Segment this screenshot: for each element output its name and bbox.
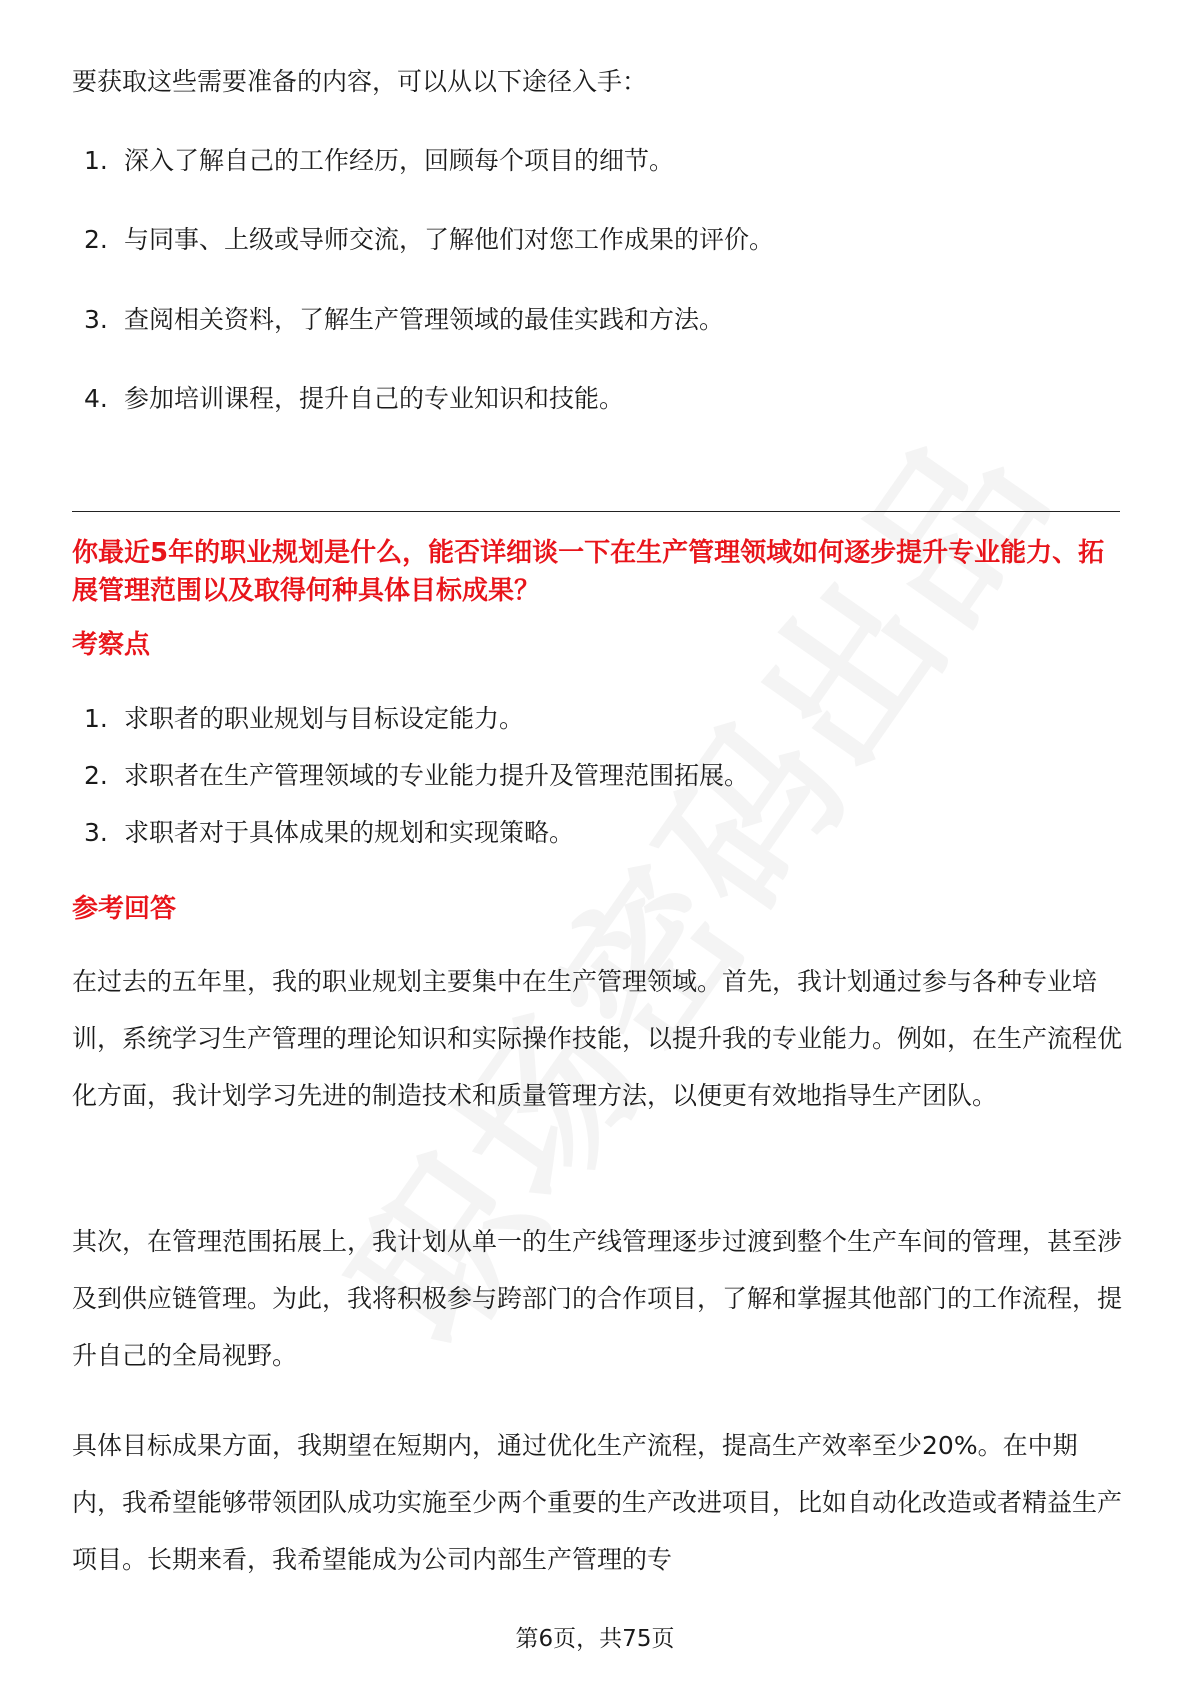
list-text: 求职者的职业规划与目标设定能力。 [124, 704, 525, 733]
intro-text: 要获取这些需要准备的内容，可以从以下途径入手： [72, 67, 648, 96]
check-points-title: 考察点 [72, 630, 151, 660]
list-number: 1. [84, 704, 108, 733]
answer-paragraph: 具体目标成果方面，我期望在短期内，通过优化生产流程，提高生产效率至少20%。在中期内，我希望能够带领团队成功实施至少两个重要的生产改进项目，比如自动化改造或者精益生产项目。长期来看，我希望能成为公司内部生产管理的专 [72, 1431, 1123, 1574]
section-divider [72, 511, 1120, 512]
method-item [84, 222, 774, 258]
list-text: 求职者在生产管理领域的专业能力提升及管理范围拓展。 [124, 761, 750, 790]
method-item [84, 381, 624, 417]
list-text: 查阅相关资料，了解生产管理领域的最佳实践和方法。 [124, 305, 725, 334]
list-number: 2. [84, 225, 108, 254]
answer-paragraph: 其次，在管理范围拓展上，我计划从单一的生产线管理逐步过渡到整个生产车间的管理，甚至涉及到供应链管理。为此，我将积极参与跨部门的合作项目，了解和掌握其他部门的工作流程，提升自己的全局视野。 [72, 1227, 1123, 1370]
method-item [84, 302, 724, 338]
list-text: 与同事、上级或导师交流，了解他们对您工作成果的评价。 [124, 225, 775, 254]
list-number: 3. [84, 305, 108, 334]
check-point-item [84, 758, 749, 794]
list-text: 参加培训课程，提升自己的专业知识和技能。 [124, 384, 625, 413]
list-number: 3. [84, 818, 108, 847]
answer-paragraph: 在过去的五年里，我的职业规划主要集中在生产管理领域。首先，我计划通过参与各种专业培训，系统学习生产管理的理论知识和实际操作技能，以提升我的专业能力。例如，在生产流程优化方面，我计划学习先进的制造技术和质量管理方法，以便更有效地指导生产团队。 [72, 967, 1123, 1110]
answer-title: 参考回答 [72, 894, 177, 924]
check-point-item [84, 815, 574, 851]
page-number-footer: 第6页，共75页 [515, 1626, 675, 1652]
list-number: 1. [84, 146, 108, 175]
question-heading: 你最近5年的职业规划是什么，能否详细谈一下在生产管理领域如何逐步提升专业能力、拓展管理范围以及取得何种具体目标成果？ [72, 538, 1105, 606]
list-number: 2. [84, 761, 108, 790]
list-number: 4. [84, 384, 108, 413]
list-text: 求职者对于具体成果的规划和实现策略。 [124, 818, 575, 847]
list-text: 深入了解自己的工作经历，回顾每个项目的细节。 [124, 146, 675, 175]
check-point-item [84, 701, 524, 737]
method-item [84, 143, 674, 179]
